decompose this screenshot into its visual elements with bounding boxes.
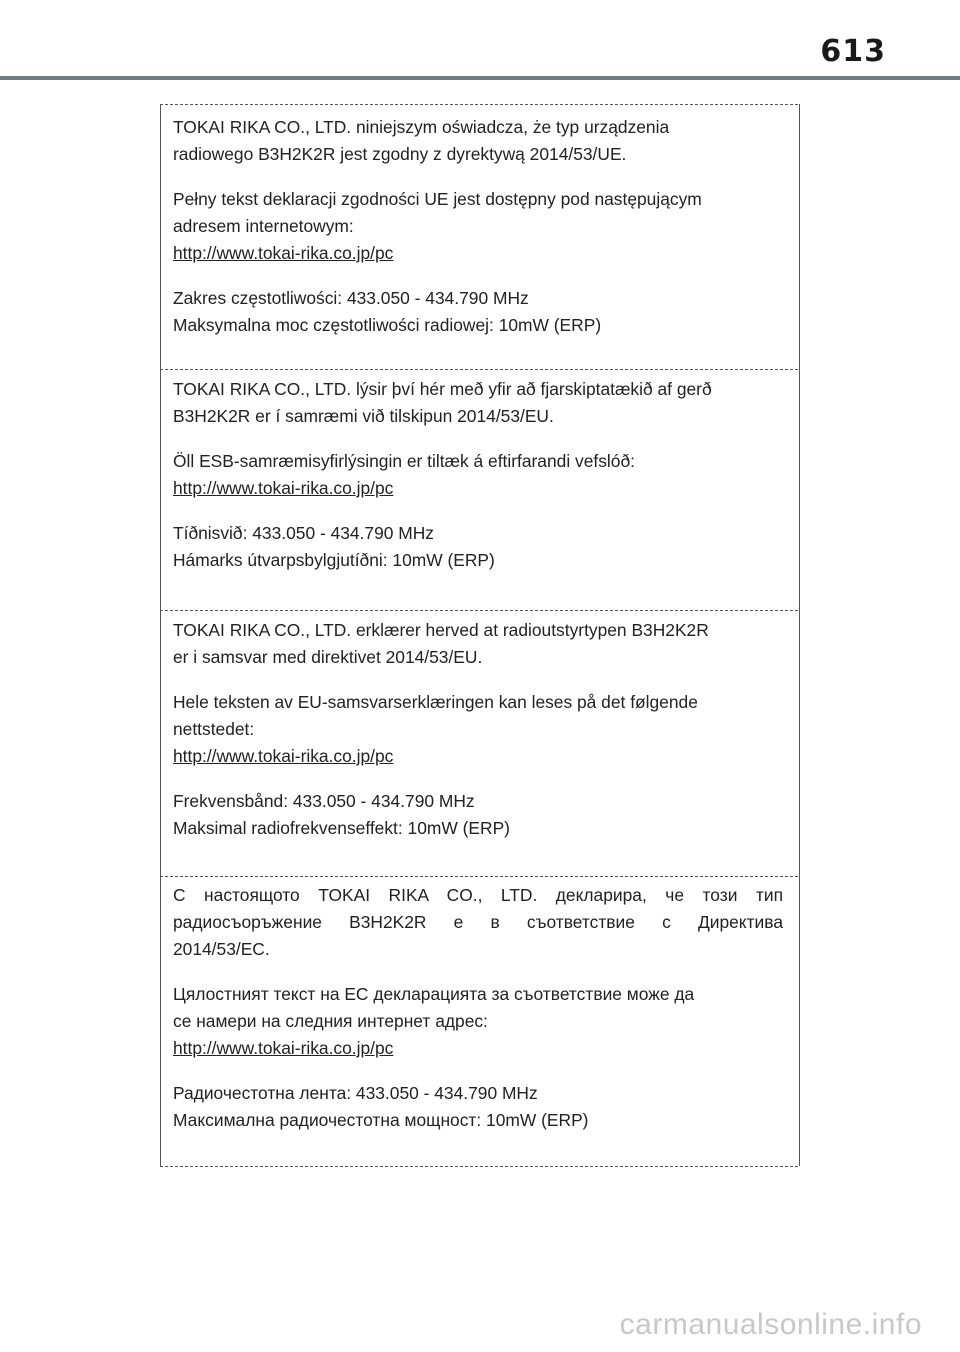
radio-specs [173,520,783,574]
max-power: Maksymalna moc częstotliwości radiowej: 10mW (ERP) [173,315,602,335]
frequency-range: Zakres częstotliwości: 433.050 - 434.790 MHz [173,288,529,308]
declaration-text [173,689,783,770]
intro-line: TOKAI RIKA CO., LTD. lýsir því hér með yfir að fjarskiptatækið af gerð [173,379,712,399]
declaration-section-norwegian [173,617,783,842]
declaration-link[interactable]: http://www.tokai-rika.co.jp/pc [173,243,394,263]
declaration-intro [173,376,783,430]
max-power: Hámarks útvarpsbylgjutíðni: 10mW (ERP) [173,550,495,570]
text-line: Pełny tekst deklaracji zgodności UE jest dostępny pod następującym [173,189,702,209]
declaration-intro [173,617,783,671]
declaration-section-bulgarian [173,882,783,1134]
intro-line: er i samsvar med direktivet 2014/53/EU. [173,647,483,667]
frequency-range: Frekvensbånd: 433.050 - 434.790 MHz [173,791,475,811]
frame-bottom-border [160,1166,798,1167]
declaration-intro [173,114,783,168]
declaration-section-icelandic [173,376,783,574]
intro-line: радиосъоръжение B3H2K2R е в съответствие с Директива [173,912,783,932]
radio-specs [173,788,783,842]
text-line: Hele teksten av EU-samsvarserklæringen kan leses på det følgende [173,692,698,712]
text-line: Цялостният текст на ЕС декларацията за съответствие може да [173,984,695,1004]
section-divider [160,610,798,611]
section-divider [160,369,798,370]
declaration-text [173,981,783,1062]
declaration-section-polish [173,114,783,339]
section-divider [160,876,798,877]
frequency-range: Tíðnisvið: 433.050 - 434.790 MHz [173,523,435,543]
declaration-link[interactable]: http://www.tokai-rika.co.jp/pc [173,478,394,498]
declaration-text [173,186,783,267]
intro-line: С настоящото TOKAI RIKA CO., LTD. декларира, че този тип [173,885,783,905]
frequency-range: Радиочестотна лента: 433.050 - 434.790 MHz [173,1083,538,1103]
text-line: се намери на следния интернет адрес: [173,1011,488,1031]
radio-specs [173,285,783,339]
text-line: nettstedet: [173,719,255,739]
watermark: carmanualsonline.info [619,1308,922,1341]
declaration-link[interactable]: http://www.tokai-rika.co.jp/pc [173,746,394,766]
declaration-link[interactable]: http://www.tokai-rika.co.jp/pc [173,1038,394,1058]
intro-line: B3H2K2R er í samræmi við tilskipun 2014/53/EU. [173,406,554,426]
max-power: Максимална радиочестотна мощност: 10mW (ERP) [173,1110,589,1130]
intro-line: 2014/53/ЕС. [173,939,270,959]
intro-line: TOKAI RIKA CO., LTD. niniejszym oświadcza, że typ urządzenia [173,117,670,137]
frame-top-border [160,104,798,105]
intro-line: radiowego B3H2K2R jest zgodny z dyrektywą 2014/53/UE. [173,144,627,164]
declaration-intro [173,882,783,963]
text-line: adresem internetowym: [173,216,354,236]
intro-line: TOKAI RIKA CO., LTD. erklærer herved at radioutstyrtypen B3H2K2R [173,620,709,640]
declaration-text [173,448,783,502]
header-rule [0,76,960,80]
page-number: 613 [820,34,886,69]
max-power: Maksimal radiofrekvenseffekt: 10mW (ERP) [173,818,510,838]
radio-specs [173,1080,783,1134]
text-line: Öll ESB-samræmisyfirlýsingin er tiltæk á eftirfarandi vefslóð: [173,451,635,471]
